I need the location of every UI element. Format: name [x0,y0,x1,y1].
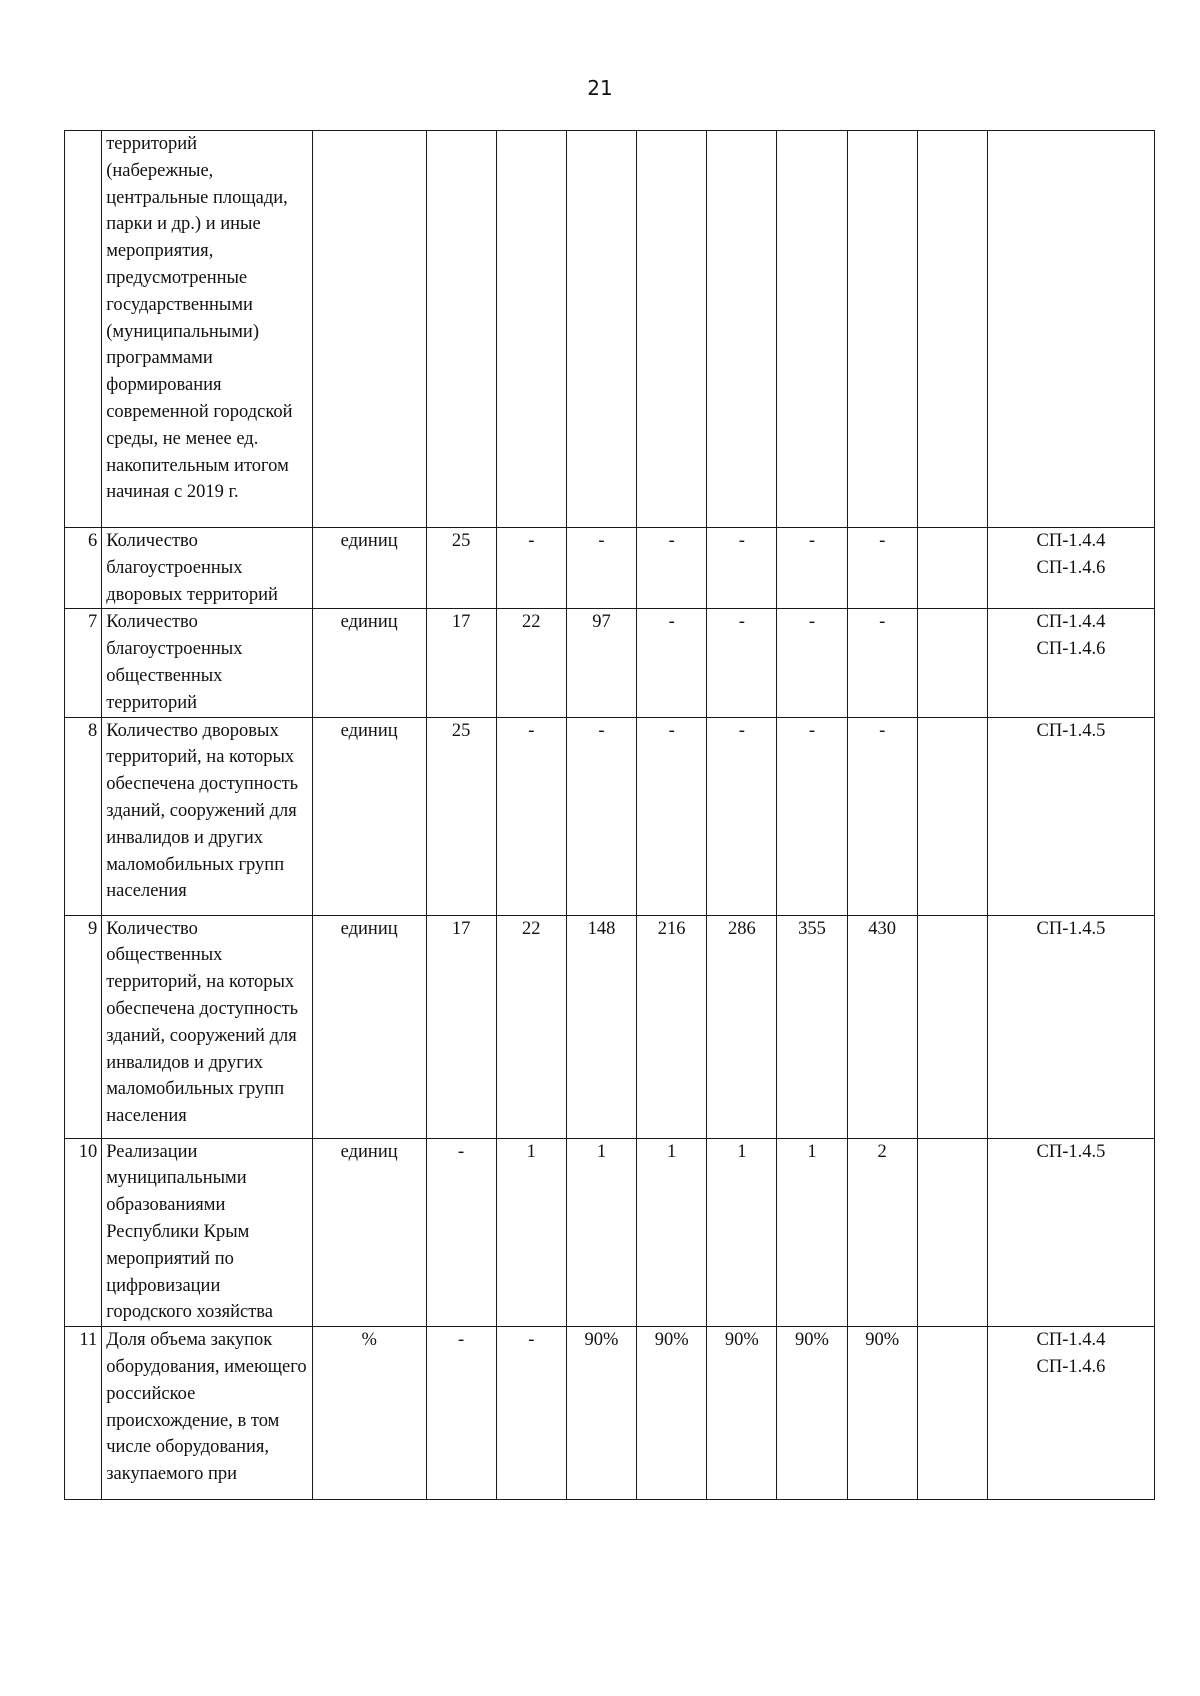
value-cell: 17 [426,609,496,717]
value-cell: - [707,528,777,609]
value-cell: - [496,1327,566,1500]
row-number-cell [65,131,102,528]
table-row [65,609,1155,717]
reference-cell [987,609,1154,717]
value-cell: 148 [566,915,636,1138]
indicator-name-cell: Количество общественных территорий, на которых обеспечена доступность зданий, сооружений для инвалидов и других маломобильных групп населения [102,915,313,1138]
value-cell: 355 [777,915,847,1138]
table-row [65,131,1155,528]
value-cell: 430 [847,915,917,1138]
reference-cell [987,528,1154,609]
value-cell: 90% [847,1327,917,1500]
value-cell: - [777,717,847,915]
empty-cell [917,1327,987,1500]
indicator-name-cell: Доля объема закупок оборудования, имеющего российское происхождение, в том числе оборудования, закупаемого при [102,1327,313,1500]
value-cell: - [707,609,777,717]
value-cell: 90% [777,1327,847,1500]
value-cell: - [637,609,707,717]
reference-cell [987,915,1154,1138]
table-body [65,131,1155,1500]
unit-cell: единиц [312,915,426,1138]
value-cell: - [777,528,847,609]
reference-code: СП-1.4.5 [1036,1141,1106,1162]
reference-code: СП-1.4.4 [1036,612,1106,633]
value-cell [426,131,496,528]
indicator-name-cell: территорий (набережные, центральные площади, парки и др.) и иные мероприятия, предусмотренные государственными (муниципальными) программами формирования современной городской среды, не менее ед. накопительным итогом начиная с 2019 г. [102,131,313,528]
value-cell: 22 [496,609,566,717]
reference-cell [987,1138,1154,1327]
value-cell: 25 [426,528,496,609]
table-row [65,528,1155,609]
value-cell: 1 [566,1138,636,1327]
indicator-name-cell: Реализации муниципальными образованиями Республики Крым мероприятий по цифровизации городского хозяйства [102,1138,313,1327]
empty-cell [917,131,987,528]
value-cell [566,131,636,528]
reference-code: СП-1.4.4 [1036,1330,1106,1351]
value-cell: - [496,717,566,915]
value-cell: 216 [637,915,707,1138]
value-cell: 97 [566,609,636,717]
table-row [65,1138,1155,1327]
unit-cell: единиц [312,1138,426,1327]
reference-cell [987,1327,1154,1500]
value-cell: 17 [426,915,496,1138]
empty-cell [917,528,987,609]
row-number-cell: 10 [65,1138,102,1327]
indicators-table [64,130,1155,1500]
unit-cell [312,131,426,528]
value-cell: - [426,1138,496,1327]
unit-cell: единиц [312,609,426,717]
table-row [65,915,1155,1138]
value-cell: 25 [426,717,496,915]
value-cell: - [426,1327,496,1500]
row-number-cell: 11 [65,1327,102,1500]
value-cell: 90% [566,1327,636,1500]
indicator-name-cell: Количество дворовых территорий, на которых обеспечена доступность зданий, сооружений для инвалидов и других маломобильных групп населения [102,717,313,915]
empty-cell [917,609,987,717]
value-cell [777,131,847,528]
value-cell: 1 [707,1138,777,1327]
reference-code: СП-1.4.6 [1036,1356,1106,1377]
table-row [65,1327,1155,1500]
reference-code: СП-1.4.6 [1036,639,1106,660]
value-cell: 2 [847,1138,917,1327]
value-cell: - [566,528,636,609]
unit-cell: единиц [312,717,426,915]
reference-code: СП-1.4.5 [1036,918,1106,939]
empty-cell [917,915,987,1138]
value-cell: - [707,717,777,915]
value-cell: 22 [496,915,566,1138]
value-cell [847,131,917,528]
row-number-cell: 8 [65,717,102,915]
value-cell [637,131,707,528]
value-cell: - [847,609,917,717]
empty-cell [917,717,987,915]
value-cell: 90% [637,1327,707,1500]
value-cell: 286 [707,915,777,1138]
value-cell: - [847,717,917,915]
value-cell [707,131,777,528]
value-cell [496,131,566,528]
page-number: 21 [587,76,613,100]
reference-code: СП-1.4.5 [1036,720,1106,741]
indicator-name-cell: Количество благоустроенных дворовых территорий [102,528,313,609]
reference-code: СП-1.4.4 [1036,531,1106,551]
value-cell: - [777,609,847,717]
value-cell: - [496,528,566,609]
value-cell: - [637,528,707,609]
value-cell: - [637,717,707,915]
value-cell: - [566,717,636,915]
unit-cell: % [312,1327,426,1500]
reference-code: СП-1.4.6 [1036,557,1106,578]
reference-cell [987,717,1154,915]
indicator-name-cell: Количество благоустроенных общественных территорий [102,609,313,717]
row-number-cell: 7 [65,609,102,717]
table-row [65,717,1155,915]
unit-cell: единиц [312,528,426,609]
row-number-cell: 6 [65,528,102,609]
empty-cell [917,1138,987,1327]
value-cell: 1 [496,1138,566,1327]
value-cell: - [847,528,917,609]
row-number-cell: 9 [65,915,102,1138]
value-cell: 90% [707,1327,777,1500]
reference-cell [987,131,1154,528]
value-cell: 1 [777,1138,847,1327]
value-cell: 1 [637,1138,707,1327]
